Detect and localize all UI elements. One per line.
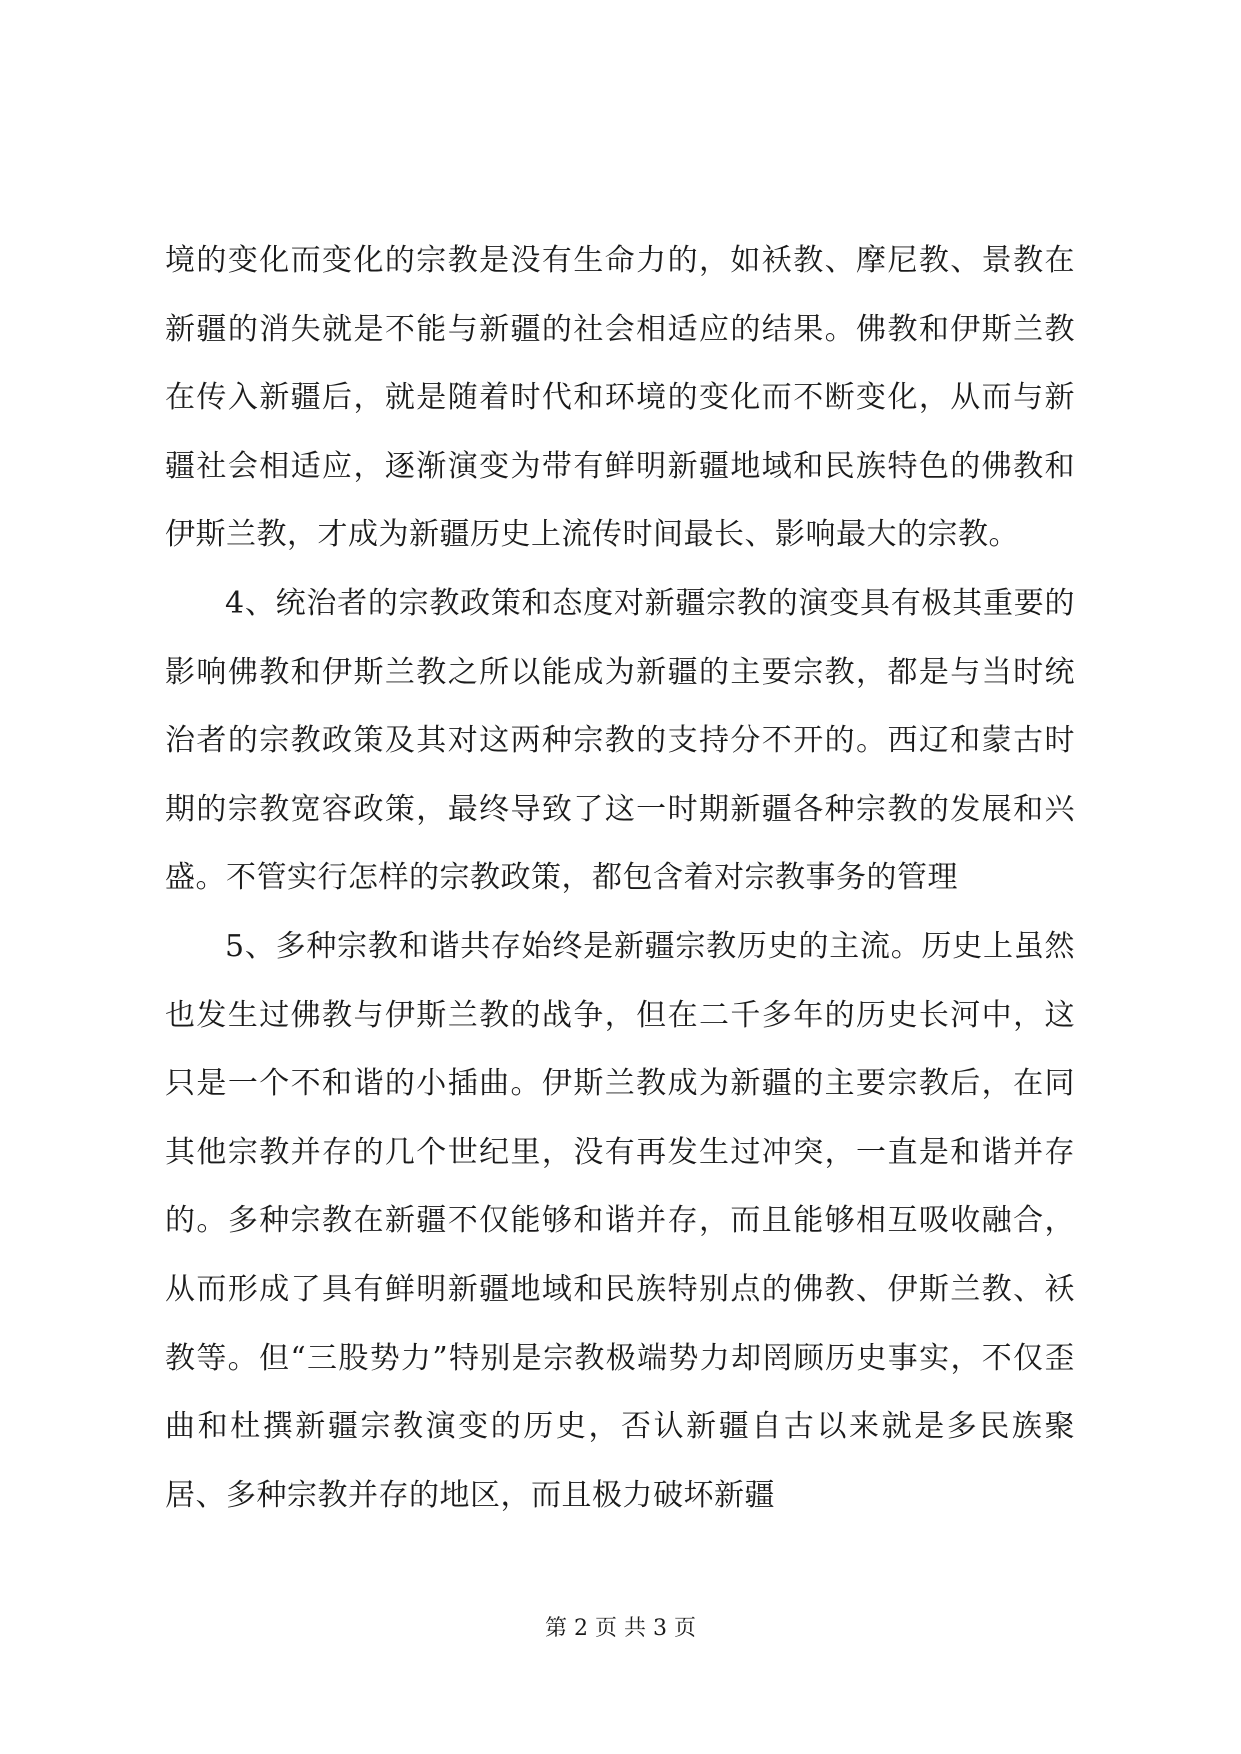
document-body (165, 227, 1075, 1530)
paragraph-item-5: 5、多种宗教和谐共存始终是新疆宗教历史的主流。历史上虽然也发生过佛教与伊斯兰教的战争，但在二千多年的历史长河中，这只是一个不和谐的小插曲。伊斯兰教成为新疆的主要宗教后，在同其他宗教并存的几个世纪里，没有再发生过冲突，一直是和谐并存的。多种宗教在新疆不仅能够和谐并存，而且能够相互吸收融合，从而形成了具有鲜明新疆地域和民族特别点的佛教、伊斯兰教、袄教等。但“三股势力”特别是宗教极端势力却罔顾历史事实，不仅歪曲和杜撰新疆宗教演变的历史，否认新疆自古以来就是多民族聚居、多种宗教并存的地区，而且极力破坏新疆 (165, 928, 1075, 1513)
paragraph-continuation: 境的变化而变化的宗教是没有生命力的，如袄教、摩尼教、景教在新疆的消失就是不能与新疆的社会相适应的结果。佛教和伊斯兰教在传入新疆后，就是随着时代和环境的变化而不断变化，从而与新疆社会相适应，逐渐演变为带有鲜明新疆地域和民族特色的佛教和伊斯兰教，才成为新疆历史上流传时间最长、影响最大的宗教。 (165, 243, 1075, 553)
page-number-footer: 第 2 页 共 3 页 (545, 1616, 696, 1641)
paragraph-item-4: 4、统治者的宗教政策和态度对新疆宗教的演变具有极其重要的影响佛教和伊斯兰教之所以能成为新疆的主要宗教，都是与当时统治者的宗教政策及其对这两种宗教的支持分不开的。西辽和蒙古时期的宗教宽容政策，最终导致了这一时期新疆各种宗教的发展和兴盛。不管实行怎样的宗教政策，都包含着对宗教事务的管理 (165, 585, 1075, 896)
